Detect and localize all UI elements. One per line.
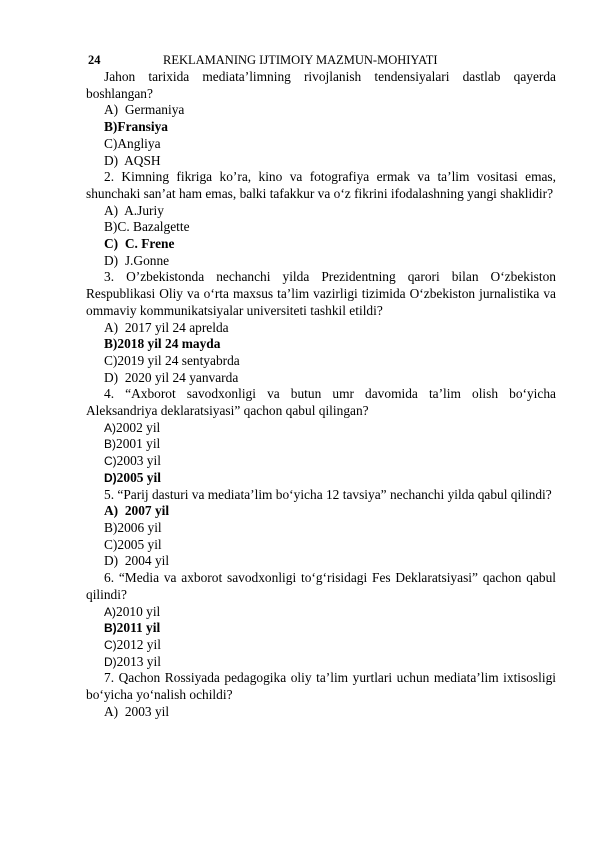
question-list <box>86 69 556 720</box>
q4-option-b: B)2001 yil <box>104 436 161 452</box>
question-4-text: 4. “Axborot savodxonligi va butun umr davomida ta’lim olish bo‘yicha Aleksandriya deklaratsiyasi” qachon qabul qilingan? <box>86 386 556 419</box>
q5-option-d: D) 2004 yil <box>104 553 170 569</box>
q3-option-b: B)2018 yil 24 mayda <box>104 336 221 352</box>
question-5-text: 5. “Parij dasturi va mediata’lim bo‘yicha 12 tavsiya” nechanchi yilda qabul qilindi? <box>104 486 552 502</box>
page-number: 24 <box>88 53 101 67</box>
q5-option-c: C)2005 yil <box>104 536 162 552</box>
q3-option-d: D) 2020 yil 24 yanvarda <box>104 369 239 385</box>
q3-option-c: C)2019 yil 24 sentyabrda <box>104 352 240 368</box>
q1-option-b: B)Fransiya <box>104 119 168 135</box>
question-2-text: 2. Kimning fikriga ko’ra, kino va fotografiya ermak va ta’lim vositasi emas, shunchaki san’at ham emas, balki tafakkur va o‘z fikrini ifodalashning yangi shaklidir? <box>86 169 556 201</box>
q7-option-a: A) 2003 yil <box>104 703 170 719</box>
question-1-text: Jahon tarixida mediata’limning rivojlanish tendensiyalari dastlab qayerda boshlangan? <box>86 69 556 101</box>
q2-option-d: D) J.Gonne <box>104 252 170 268</box>
q4-option-c: C)2003 yil <box>104 453 161 469</box>
question-7-text: 7. Qachon Rossiyada pedagogika oliy ta’lim yurtlari uchun mediata’lim ixtisosligi bo‘yicha yo‘nalish ochildi? <box>86 670 556 703</box>
q1-option-a: A) Germaniya <box>104 102 185 118</box>
q5-option-b: B)2006 yil <box>104 519 162 535</box>
page-header <box>88 53 438 68</box>
q2-option-b: B)C. Bazalgette <box>104 219 190 235</box>
q1-option-d: D) AQSH <box>104 152 161 168</box>
q6-option-d: D)2013 yil <box>104 653 161 669</box>
running-title: REKLAMANING IJTIMOIY MAZMUN-MOHIYATI <box>163 53 438 67</box>
q2-option-c: C) C. Frene <box>104 236 175 252</box>
q2-option-a: A) A.Juriy <box>104 202 164 218</box>
q4-option-a: A)2002 yil <box>104 419 161 435</box>
q1-option-c: C)Angliya <box>104 135 161 151</box>
q6-option-c: C)2012 yil <box>104 636 161 652</box>
q5-option-a: A) 2007 yil <box>104 503 170 519</box>
question-3-text: 3. O’zbekistonda nechanchi yilda Prezidentning qarori bilan O‘zbekiston Respublikasi Oliy va o‘rta maxsus ta’lim vazirligi tizimida O‘zbekiston jurnalistika va ommaviy kommunikatsiyalar universiteti tashkil etildi? <box>86 269 556 318</box>
q6-option-a: A)2010 yil <box>104 603 161 619</box>
q4-option-d: D)2005 yil <box>104 469 161 485</box>
q6-option-b: B)2011 yil <box>104 620 161 636</box>
question-6-text: 6. “Media va axborot savodxonligi to‘g‘risidagi Fes Deklaratsiyasi” qachon qabul qilindi? <box>86 570 556 602</box>
q3-option-a: A) 2017 yil 24 aprelda <box>104 319 229 335</box>
